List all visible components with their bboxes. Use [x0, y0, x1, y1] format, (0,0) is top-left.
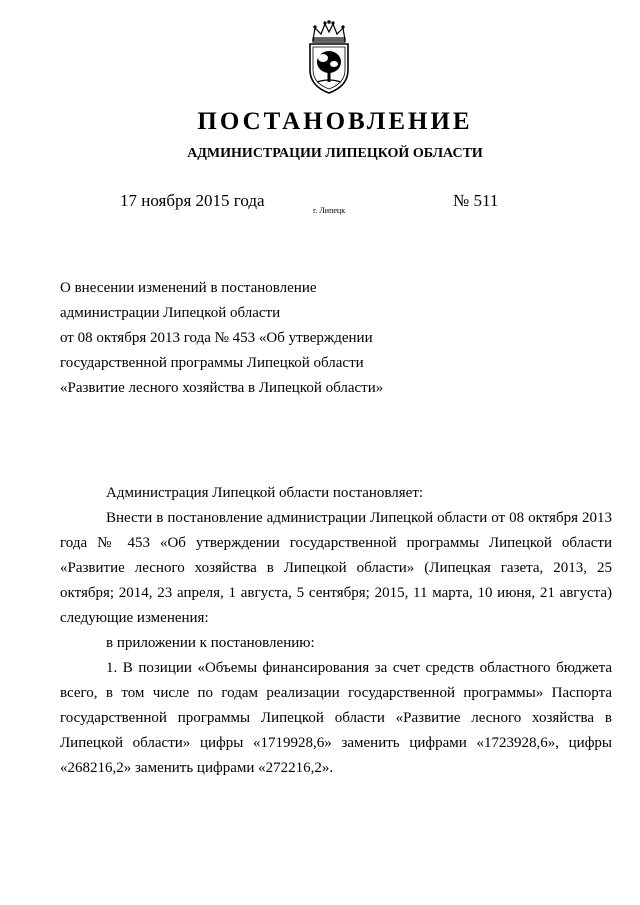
subject-line: администрации Липецкой области: [60, 305, 281, 321]
body-paragraph: 1. В позиции «Объемы финансирования за счет средств областного бюджета всего, в том числе по годам реализации государственной программы» Паспорта государственной программы Липецкой области «Развитие лесного хозяйства в Липецкой области» цифры «1719928,6» заменить цифрами «1723928,6», цифры «268216,2» заменить цифрами «272216,2».: [60, 660, 612, 776]
document-city: г. Липецк: [313, 206, 346, 215]
document-date: 17 ноября 2015 года: [120, 191, 265, 210]
subject-line: государственной программы Липецкой области: [60, 355, 364, 371]
document-title: ПОСТАНОВЛЕНИЕ: [197, 108, 473, 135]
body-paragraph: Внести в постановление администрации Липецкой области от 08 октября 2013 года № 453 «Об утверждении государственной программы Липецкой области «Развитие лесного хозяйства в Липецкой области» (Липецкая газета, 2013, 25 октября; 2014, 23 апреля, 1 августа, 5 сентября; 2015, 11 марта, 10 июня, 21 августа) следующие изменения:: [60, 510, 612, 626]
body-paragraph: Администрация Липецкой области постановляет:: [106, 485, 424, 501]
document-subtitle: АДМИНИСТРАЦИИ ЛИПЕЦКОЙ ОБЛАСТИ: [187, 146, 483, 161]
document-body: [60, 481, 612, 781]
body-paragraph: в приложении к постановлению:: [106, 635, 315, 651]
coat-of-arms-icon: [303, 18, 355, 96]
subject-line: О внесении изменений в постановление: [60, 280, 317, 296]
document-number: № 511: [453, 191, 499, 210]
subject-line: «Развитие лесного хозяйства в Липецкой области»: [60, 380, 384, 396]
document-subject: [60, 276, 420, 401]
subject-line: от 08 октября 2013 года № 453 «Об утверждении: [60, 330, 373, 346]
